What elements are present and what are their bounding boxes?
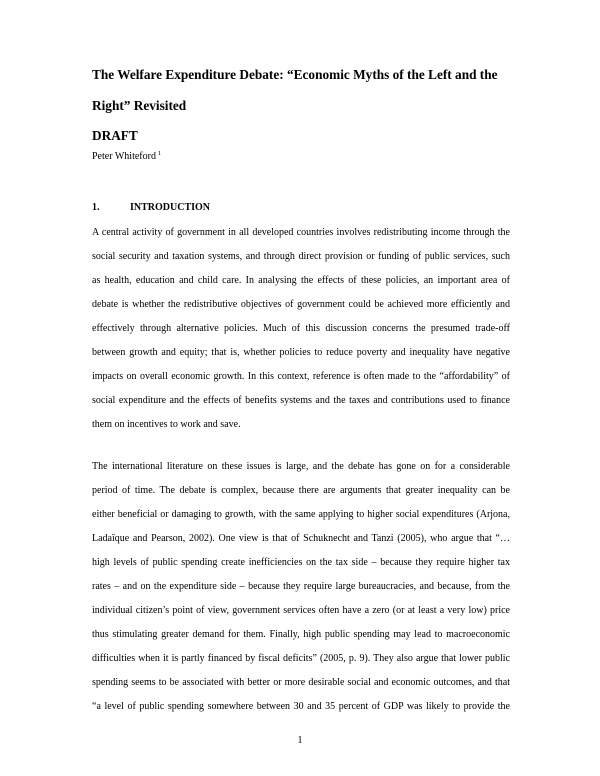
title-line-1: The Welfare Expenditure Debate: “Economic Myths of the Left and the xyxy=(92,67,498,82)
paragraph-line: thus stimulating greater demand for them. Finally, high public spending may lead to macroeconomic xyxy=(92,629,510,640)
author-name: Peter Whiteford xyxy=(92,151,156,162)
section-title: INTRODUCTION xyxy=(130,202,211,213)
paragraph-line: impacts on overall economic growth. In this context, reference is often made to the “affordability” of xyxy=(92,371,510,382)
paragraph-line: social security and taxation systems, and through direct provision or funding of public services, such xyxy=(92,251,510,262)
paragraph-line: spending seems to be associated with better or more desirable social and economic outcomes, and that xyxy=(92,677,510,688)
paragraph-line: debate is whether the redistributive objectives of government could be achieved more efficiently and xyxy=(92,299,510,310)
paragraph-line: them on incentives to work and save. xyxy=(92,419,241,430)
page-number: 1 xyxy=(297,735,303,746)
paragraph-line: A central activity of government in all developed countries involves redistributing income through the xyxy=(92,227,510,238)
author-line xyxy=(92,151,161,162)
paragraph-line: “a level of public spending somewhere between 30 and 35 percent of GDP was likely to provide the xyxy=(92,701,510,712)
paragraph-line: Ladaïque and Pearson, 2002). One view is that of Schuknecht and Tanzi (2005), who argue that “… xyxy=(92,533,510,544)
paragraph-line: difficulties when it is partly financed by fiscal deficits” (2005, p. 9). They also argue that lower public xyxy=(92,653,510,664)
paragraph-1 xyxy=(92,221,510,437)
title-line-2: Right” Revisited xyxy=(92,98,187,113)
section-number: 1. xyxy=(92,202,100,213)
paragraph-line: rates – and on the expenditure side – because they require large bureaucracies, and because, from the xyxy=(92,581,510,592)
paragraph-line: as health, education and child care. In analysing the effects of these policies, an important area of xyxy=(92,275,510,286)
paragraph-line: between growth and equity; that is, whether policies to reduce poverty and inequality have negative xyxy=(92,347,510,358)
draft-label: DRAFT xyxy=(92,128,138,143)
paragraph-line: high levels of public spending create inefficiencies on the tax side – because they require higher tax xyxy=(92,557,510,568)
paragraph-line: The international literature on these issues is large, and the debate has gone on for a considerable xyxy=(92,461,510,472)
paragraph-line: either beneficial or damaging to growth, with the same applying to higher social expenditures (Arjona, xyxy=(92,509,510,520)
section-heading xyxy=(92,203,210,213)
footnote-marker[interactable]: 1 xyxy=(157,150,162,157)
paragraph-line: individual citizen’s point of view, government services often have a zero (or at least a very low) price xyxy=(92,605,510,616)
paragraph-line: social expenditure and the effects of benefits systems and the taxes and contributions used to finance xyxy=(92,395,510,406)
paragraph-line: effectively through alternative policies. Much of this discussion concerns the presumed trade-off xyxy=(92,323,510,334)
paragraph-2 xyxy=(92,455,510,719)
paragraph-line: period of time. The debate is complex, because there are arguments that greater inequality can be xyxy=(92,485,510,496)
